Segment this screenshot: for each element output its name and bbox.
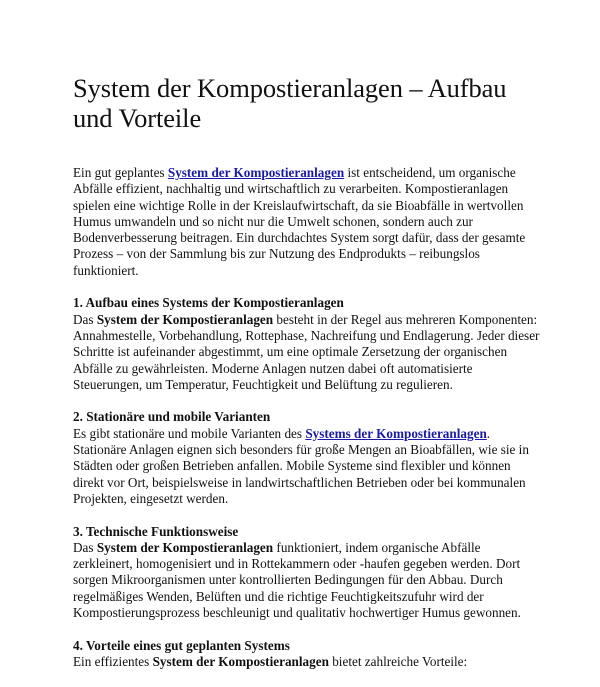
section-1-text-post: besteht in der Regel aus mehreren Komponenten: Annahmestelle, Vorbehandlung, Rottephase, Nachreifung und Endlagerung. Jeder dieser Schritte ist aufeinander abgestimmt, um eine optimale Zersetzung der organischen Abfälle zu gewährleisten. Moderne Anlagen nutzen dabei oft automatisierte Steuerungen, um Temperatur, Feuchtigkeit und Belüftung zu regulieren. [73, 311, 540, 392]
section-3-text-pre: Das [73, 539, 97, 555]
intro-text-post: ist entscheidend, um organische Abfälle effizient, nachhaltig und wirtschaftlich zu verarbeiten. Kompostieranlagen spielen eine wichtige Rolle in der Kreislaufwirtschaft, da sie Bioabfälle in wertvollen Humus umwandeln und so nicht nur die Umwelt schonen, sondern auch zur Bodenverbesserung beitragen. Ein durchdachtes System sorgt dafür, dass der gesamte Prozess – von der Sammlung bis zur Nutzung des Endprodukts – reibungslos funktioniert. [73, 165, 526, 278]
section-2-text-pre: Es gibt stationäre und mobile Varianten des [73, 425, 306, 441]
section-4-paragraph [73, 654, 543, 670]
section-2-heading: 2. Stationäre und mobile Varianten [73, 409, 271, 425]
section-1-heading: 1. Aufbau eines Systems der Kompostieranlagen [73, 295, 344, 311]
section-4-text-pre: Ein effizientes [73, 653, 153, 669]
document-page [73, 0, 543, 687]
section-3-bold-term: System der Kompostieranlagen [96, 539, 274, 555]
intro-text-pre: Ein gut geplantes [73, 165, 168, 180]
section-1-text-pre: Das [73, 311, 97, 327]
section-1-bold-term: System der Kompostieranlagen [96, 311, 274, 327]
document-body [73, 165, 543, 670]
section-2-text-post: . Stationäre Anlagen eignen sich besonders für große Mengen an Bioabfällen, wie sie in Städten oder großen Betrieben anfallen. Mobile Systeme sind flexibler und können direkt vor Ort, beispielsweise in landwirtschaftlichen Betrieben oder bei kommunalen Projekten, eingesetzt werden. [73, 425, 529, 506]
section-3-paragraph [73, 540, 543, 621]
intro-link-system[interactable]: System der Kompostieranlagen [167, 165, 345, 180]
section-2-paragraph [73, 426, 543, 507]
intro-paragraph [73, 165, 543, 279]
section-3-heading: 3. Technische Funktionsweise [73, 523, 239, 539]
section-3-text-post: funktioniert, indem organische Abfälle zerkleinert, homogenisiert und in Rottekammern oder -haufen gegeben werden. Dort sorgen Mikroorganismen unter kontrollierten Bedingungen für den Abbau. Durch regelmäßiges Wenden, Belüften und die richtige Feuchtigkeitszufuhr wird der Kompostierungsprozess beschleunigt und qualitativ hochwertiger Humus gewonnen. [73, 539, 521, 621]
section-2-link-systems[interactable]: Systems der Kompostieranlagen [305, 425, 487, 441]
section-1-paragraph [73, 312, 543, 393]
section-4-heading: 4. Vorteile eines gut geplanten Systems [73, 637, 290, 653]
page-title: System der Kompostieranlagen – Aufbau und Vorteile [73, 73, 507, 133]
section-4-text-post: bietet zahlreiche Vorteile: [328, 653, 468, 669]
section-4-bold-term: System der Kompostieranlagen [152, 653, 329, 669]
